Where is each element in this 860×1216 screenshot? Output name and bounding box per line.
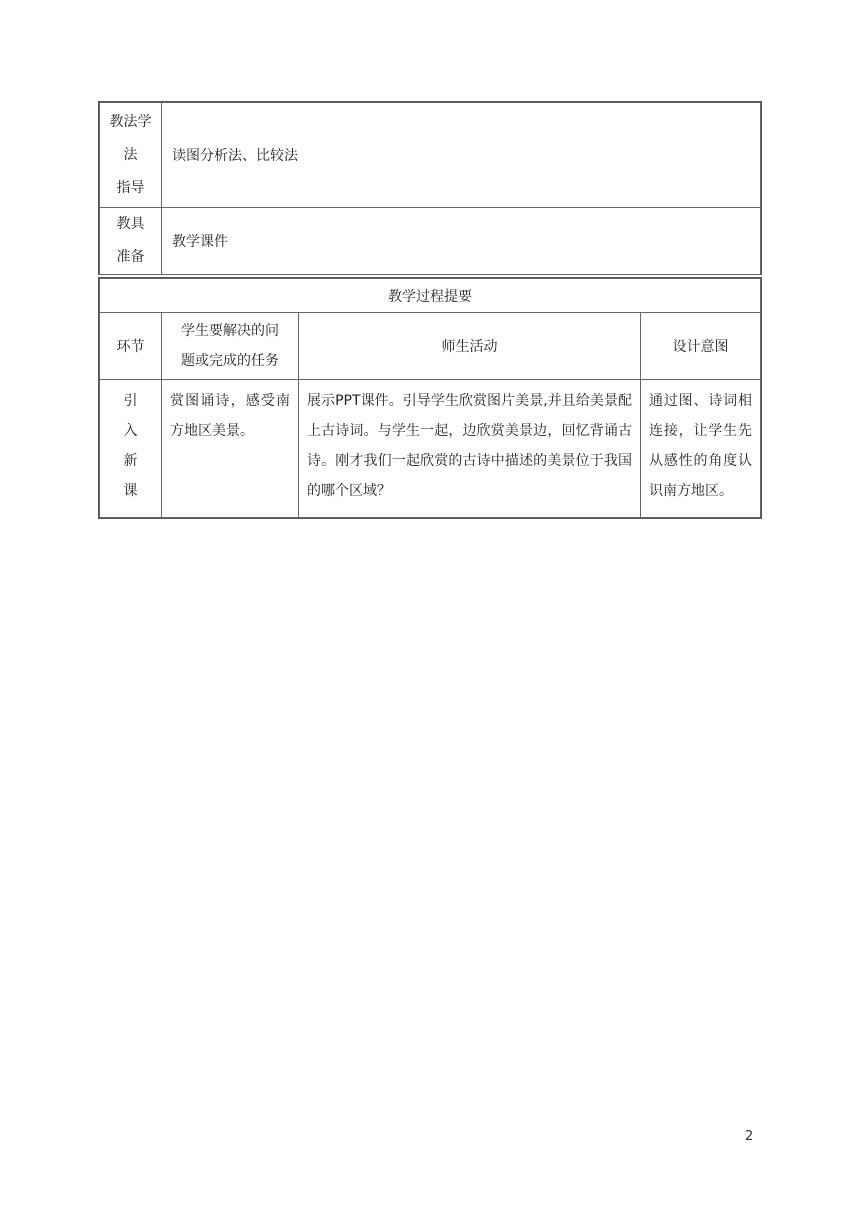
lesson-info-table — [98, 101, 762, 275]
page-number: 2 — [745, 1129, 754, 1144]
method-label-line: 法 — [123, 146, 138, 163]
stage-char: 引 — [123, 393, 138, 409]
header-activity: 师生活动 — [299, 313, 641, 380]
activity-cell: 展示PPT课件。引导学生欣赏图片美景,并且给美景配上古诗词。与学生一起，边欣赏美景边，回忆背诵古诗。刚才我们一起欣赏的古诗中描述的美景位于我国的哪个区域？ — [299, 380, 641, 518]
method-label-line: 指导 — [116, 179, 145, 196]
task-cell: 赏图诵诗，感受南方地区美景。 — [162, 380, 299, 518]
method-value: 读图分析法、比较法 — [162, 103, 761, 208]
tools-label-line: 准备 — [116, 249, 145, 265]
header-intent: 设计意图 — [641, 313, 761, 380]
stage-char: 新 — [123, 453, 138, 469]
tools-value: 教学课件 — [162, 208, 761, 275]
header-stage: 环节 — [100, 313, 162, 380]
teaching-process-table — [98, 277, 762, 519]
tools-label — [100, 208, 162, 275]
header-task-line: 学生要解决的问 — [181, 323, 279, 339]
header-task — [162, 313, 299, 380]
stage-char: 课 — [123, 483, 138, 499]
stage-cell — [100, 380, 162, 518]
process-title: 教学过程提要 — [100, 279, 761, 313]
method-label-line: 教法学 — [109, 113, 152, 130]
method-label — [100, 103, 162, 208]
header-task-line: 题或完成的任务 — [181, 353, 279, 369]
stage-char: 入 — [123, 423, 138, 439]
intent-cell: 通过图、诗词相连接，让学生先从感性的角度认识南方地区。 — [641, 380, 761, 518]
tools-label-line: 教具 — [116, 216, 145, 232]
